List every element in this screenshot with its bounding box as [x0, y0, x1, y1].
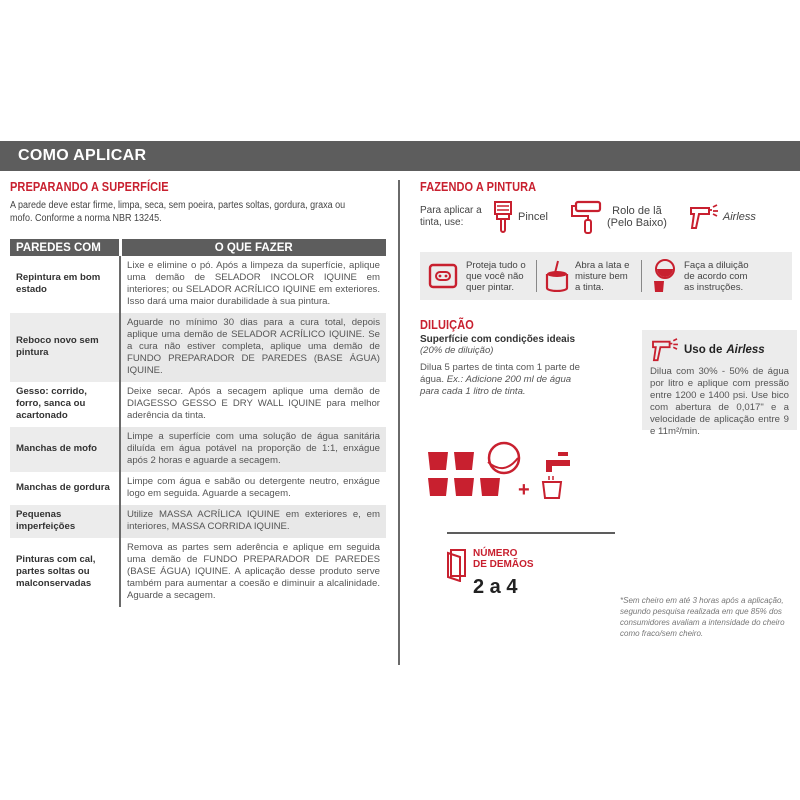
row-action: Lixe e elimine o pó. Após a limpeza da superfície, aplique uma demão de SELADOR INCOLOR IQUINE em interiores; ou SELADOR ACRÍLICO IQUINE em exteriores. Isso dará uma maior durabilidade à sua pintura. — [120, 256, 386, 313]
step-divider — [641, 260, 642, 292]
tool-brush-label: Pincel — [518, 211, 548, 223]
painting-section — [420, 180, 795, 660]
col-header-action: O QUE FAZER — [120, 239, 386, 256]
dilution-instruction: Dilua 5 partes de tinta com 1 parte de água. — [420, 362, 580, 385]
row-action: Utilize MASSA ACRÍLICA IQUINE em exteriores e, em interiores, MASSA CORRIDA IQUINE. — [120, 505, 386, 538]
coats-label-1: NÚMERO — [473, 548, 518, 559]
cups-water-icon — [426, 438, 606, 528]
dilution-example: Ex.: Adicione 200 ml de água para cada 1 litro de tinta. — [420, 374, 572, 397]
table-row — [10, 472, 386, 505]
dilution-subtitle: Superfície com condições ideais — [420, 334, 576, 345]
step-divider — [536, 260, 537, 292]
col-header-walls: PAREDES COM — [10, 239, 120, 256]
table-row — [10, 427, 386, 472]
dilution-icon — [650, 259, 678, 293]
dilution-title: DILUIÇÃO — [420, 318, 474, 332]
dilution-illustration — [426, 438, 606, 528]
section-title: COMO APLICAR — [18, 147, 147, 164]
dilution-text — [420, 362, 590, 398]
row-action: Deixe secar. Após a secagem aplique uma demão de DIAGESSO GESSO E DRY WALL IQUINE para melhor aderência da tinta. — [120, 382, 386, 427]
airless-title-brand: Airless — [726, 344, 765, 356]
tool-airless — [689, 204, 756, 230]
tool-roller-sub: (Pelo Baixo) — [606, 217, 667, 229]
step-protect — [428, 260, 528, 293]
airless-title-prefix: Uso de — [684, 344, 723, 356]
surface-table — [10, 239, 386, 607]
row-action: Remova as partes sem aderência e aplique em seguida uma demão de FUNDO PREPARADOR DE PAREDES (BASE ÁGUA) IQUINE. A aplicação desse produto serve também para aumentar a coesão e diminuir a alcalinidade. Aguarde a secagem. — [120, 538, 386, 607]
tool-roller-label: Rolo de lã — [612, 205, 662, 217]
coats-label-2: DE DEMÃOS — [473, 559, 534, 570]
step-mix — [545, 260, 633, 293]
column-divider — [398, 180, 400, 665]
outlet-icon — [428, 263, 458, 289]
roller-icon — [570, 200, 604, 234]
row-action: Aguarde no mínimo 30 dias para a cura total, depois aplique uma demão de SELADOR ACRÍLICO IQUINE. Se a cura não estiver completa, aplique uma demão de FUNDO PREPARADOR DE PAREDES (BASE ÁGUA) IQUINE. — [120, 313, 386, 382]
table-row — [10, 256, 386, 313]
row-condition: Pinturas com cal, partes soltas ou malconservadas — [16, 554, 96, 589]
step-dilute — [650, 259, 752, 293]
preparing-surface-section — [10, 180, 386, 607]
preparing-intro: A parede deve estar firme, limpa, seca, sem poeira, partes soltas, gordura, graxa ou mofo. Conforme a norma NBR 13245. — [10, 200, 346, 224]
tools-row — [420, 200, 795, 234]
spray-gun-icon — [650, 338, 680, 362]
step-dilute-text: Faça a diluição de acordo com as instruções. — [684, 259, 749, 293]
row-action: Limpe a superfície com uma solução de água sanitária diluída em água potável na proporção de 1:1, enxágue após 2 horas e aguarde a secagem. — [120, 427, 386, 472]
brush-icon — [492, 200, 514, 234]
airless-panel — [642, 330, 797, 437]
coats-icon — [447, 548, 469, 599]
table-row — [10, 505, 386, 538]
table-row — [10, 313, 386, 382]
airless-text: Dilua com 30% - 50% de água por litro e aplique com pressão entre 1200 e 1400 psi. Use bico com abertura de 0,017" e a velocidade de aplicação entre 9 e 11m²/min. — [650, 366, 789, 437]
table-row — [10, 538, 386, 607]
horizontal-divider — [447, 532, 615, 534]
row-condition: Manchas de mofo — [10, 427, 120, 472]
svg-text:+: + — [518, 479, 530, 501]
footnote: *Sem cheiro em até 3 horas após a aplicação, segundo pesquisa realizada em que 85% dos consumidores avaliam a intensidade do cheiro como fraco/sem cheiro. — [620, 596, 785, 638]
step-protect-text: Proteja tudo o que você não quer pintar. — [466, 259, 526, 293]
tool-brush — [492, 200, 548, 234]
dilution-percentage: (20% de diluição) — [420, 345, 494, 356]
spray-gun-icon — [689, 204, 719, 230]
coats-block — [447, 548, 534, 599]
section-header — [0, 141, 800, 171]
row-condition: Repintura em bom estado — [16, 272, 101, 295]
paint-can-icon — [545, 260, 569, 292]
tools-label: Para aplicar a tinta, use: — [420, 205, 482, 228]
row-condition: Reboco novo sem pintura — [10, 313, 120, 382]
tool-roller — [570, 200, 667, 234]
steps-panel — [420, 252, 792, 300]
tool-airless-label: Airless — [722, 211, 756, 223]
coats-value: 2 a 4 — [473, 576, 518, 598]
painting-title: FAZENDO A PINTURA — [420, 180, 537, 194]
row-condition: Pequenas imperfeições — [10, 505, 120, 538]
preparing-title: PREPARANDO A SUPERFÍCIE — [10, 180, 169, 194]
step-mix-text: Abra a lata e misture bem a tinta. — [575, 259, 630, 293]
table-row — [10, 382, 386, 427]
row-action: Limpe com água e sabão ou detergente neutro, enxágue logo em seguida. Aguarde a secagem. — [120, 472, 386, 505]
row-condition: Gesso: corrido, forro, sanca ou acartonado — [16, 386, 87, 421]
row-condition: Manchas de gordura — [16, 482, 110, 493]
